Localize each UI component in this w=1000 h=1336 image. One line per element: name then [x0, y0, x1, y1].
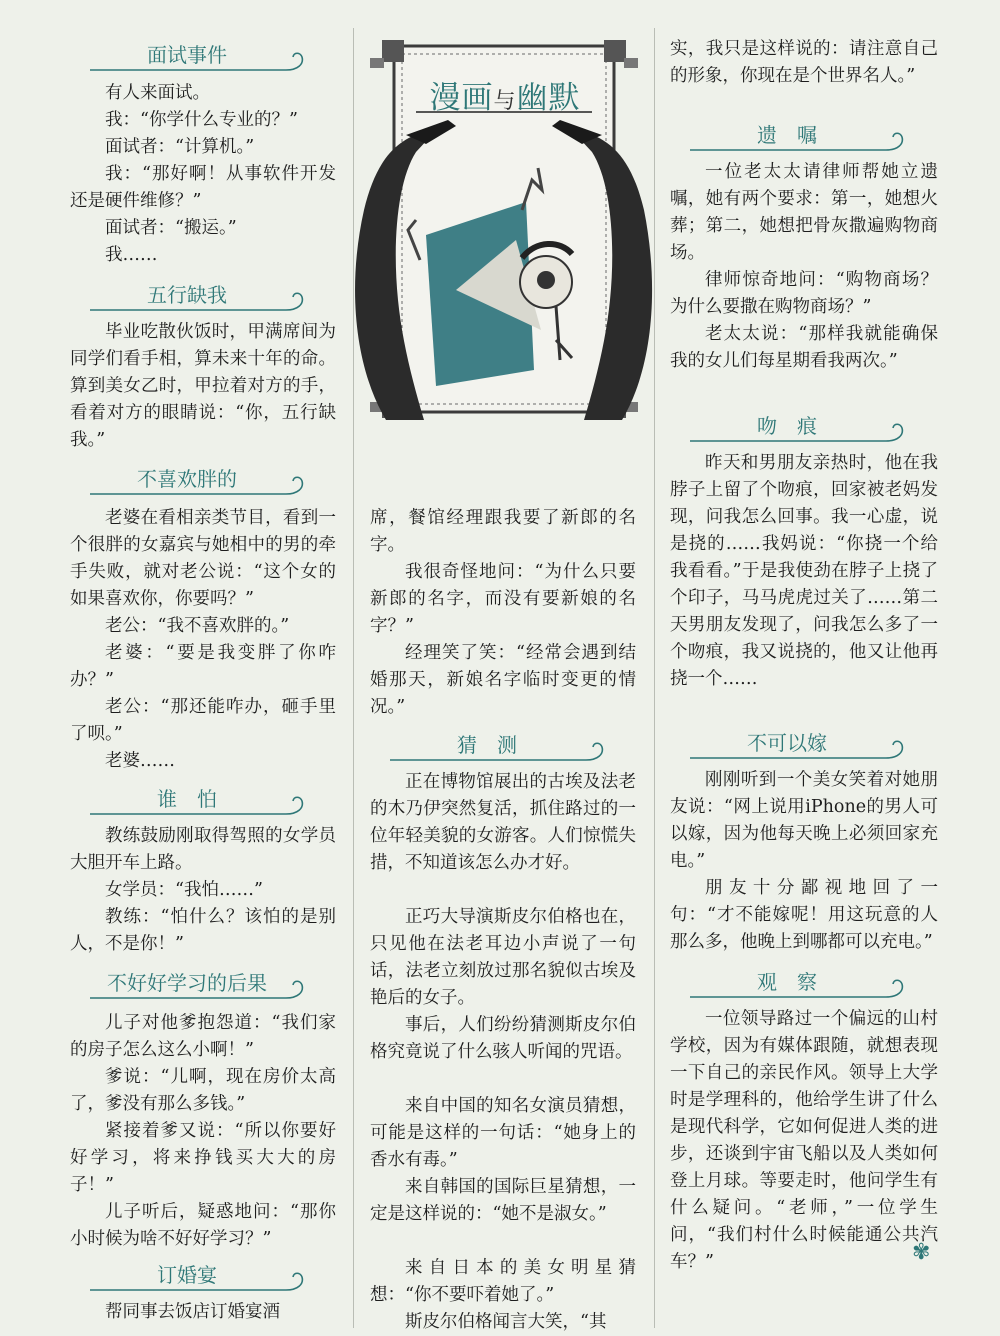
section-title-text: 谁 怕 — [157, 787, 217, 811]
column-3 — [670, 0, 938, 1328]
title-underline-icon — [690, 423, 912, 443]
paragraph: 来自日本的美女明星猜想：“你不要吓着她了。” — [370, 1258, 636, 1305]
paragraph: 面试者：“计算机。” — [105, 137, 255, 157]
section-title-text: 猜 测 — [457, 733, 517, 757]
section-title — [90, 1258, 312, 1292]
paragraph: 昨天和男朋友亲热时，他在我脖子上留了个吻痕，回家被老妈发现，问我怎么回事。我一心虚，说是挠的……我妈说：“你挠一个给我看看。”于是我使劲在脖子上挠了个印子，马马虎虎过关了……第二天男朋友发现了，问我怎么多了一个吻痕，我又说挠的，他又让他再挠一个…… — [670, 453, 938, 689]
section-title — [390, 728, 612, 762]
paragraph: 儿子听后，疑惑地问：“那你小时候为啥不好好学习？” — [70, 1202, 336, 1249]
paragraph: 我…… — [105, 245, 158, 265]
section-title-text: 遗 嘱 — [757, 123, 817, 147]
section-title — [90, 38, 312, 72]
paragraph: 来自中国的知名女演员猜想，可能是这样的一句话：“她身上的香水有毒。” — [370, 1096, 636, 1170]
section-title-text: 面试事件 — [147, 43, 227, 67]
section-title — [690, 118, 912, 152]
paragraph: 刚刚听到一个美女笑着对她朋友说：“网上说用iPhone的男人可以嫁，因为他每天晚上必须回家充电。” — [670, 770, 938, 871]
paragraph: 教练鼓励刚取得驾照的女学员大胆开车上路。 — [70, 826, 336, 873]
paragraph: 朋友十分鄙视地回了一句：“才不能嫁呢！用这玩意的人那么多，他晚上到哪都可以充电。” — [670, 878, 938, 952]
title-underline-icon — [390, 742, 612, 762]
section-title — [90, 966, 312, 1000]
paragraph: 毕业吃散伙饭时，甲满席间为同学们看手相，算未来十年的命。算到美女乙时，甲拉着对方的手，看着对方的眼睛说：“你，五行缺我。” — [70, 322, 336, 450]
paragraph: 有人来面试。 — [105, 83, 210, 103]
paragraph: 我：“你学什么专业的？” — [105, 110, 298, 130]
paragraph: 老太太说：“那样我就能确保我的女儿们每星期看我两次。” — [670, 324, 938, 371]
section-title-text: 订婚宴 — [157, 1263, 217, 1287]
title-underline-icon — [690, 132, 912, 152]
section-title-text: 五行缺我 — [147, 283, 227, 307]
section-title — [690, 726, 912, 760]
board-corner-bolt — [382, 40, 404, 62]
paragraph: 斯皮尔伯格闻言大笑，“其 — [405, 1312, 607, 1332]
paragraph: 我：“那好啊！从事软件开发还是硬件维修？” — [70, 164, 336, 211]
title-underline-icon — [90, 980, 312, 1000]
paragraph: 经理笑了笑：“经常会遇到结婚那天，新娘名字临时变更的情况。” — [370, 643, 636, 717]
title-underline-icon — [90, 292, 312, 312]
title-underline-icon — [90, 52, 312, 72]
column-1 — [70, 0, 336, 1328]
section-title — [690, 965, 912, 999]
title-underline-icon — [690, 740, 912, 760]
section-title — [90, 462, 312, 496]
paragraph: 老公：“我不喜欢胖的。” — [105, 616, 290, 636]
title-underline-icon — [90, 796, 312, 816]
paragraph: 老婆：“要是我变胖了你咋办？” — [70, 643, 336, 690]
section-title-art: 漫画与幽默 — [429, 80, 581, 116]
paragraph: 正在博物馆展出的古埃及法老的木乃伊突然复活，抓住路过的一位年轻美貌的女游客。人们惊慌失措，不知道该怎么办才好。 — [370, 772, 636, 873]
section-title-text: 吻 痕 — [757, 414, 817, 438]
section-title-text: 不可以嫁 — [747, 731, 827, 755]
paragraph: 老婆在看相亲类节目，看到一个很胖的女嘉宾与她相中的男的牵手失败，就对老公说：“这个女的如果喜欢你，你要吗？” — [70, 508, 336, 609]
paragraph: 正巧大导演斯皮尔伯格也在，只见他在法老耳边小声说了一句话，法老立刻放过那名貌似古埃及艳后的女子。 — [370, 907, 636, 1008]
section-title-text: 观 察 — [757, 970, 817, 994]
paragraph: 一位老太太请律师帮她立遗嘱，她有两个要求：第一，她想火葬；第二，她想把骨灰撒遍购物商场。 — [670, 162, 938, 263]
section-title — [90, 278, 312, 312]
paragraph: 女学员：“我怕……” — [105, 880, 263, 900]
section-title — [690, 409, 912, 443]
paragraph: 我很奇怪地问：“为什么只要新郎的名字，而没有要新娘的名字？” — [370, 562, 636, 636]
section-title — [90, 782, 312, 816]
paragraph: 紧接着爹又说：“所以你要好好学习，将来挣钱买大大的房子！” — [70, 1121, 336, 1195]
paragraph: 来自韩国的国际巨星猜想，一定是这样说的：“她不是淑女。” — [370, 1177, 636, 1224]
end-ornament-icon: ✾ — [912, 1240, 931, 1265]
title-underline-icon — [90, 476, 312, 496]
paragraph: 帮同事去饭店订婚宴酒 — [105, 1302, 280, 1322]
paragraph: 爹说：“儿啊，现在房价太高了，爹没有那么多钱。” — [70, 1067, 336, 1114]
paragraph: 实，我只是这样说的：请注意自己的形象，你现在是个世界名人。” — [670, 39, 938, 86]
paragraph: 老公：“那还能咋办，砸手里了呗。” — [70, 697, 336, 744]
title-underline-icon — [690, 979, 912, 999]
paragraph: 事后，人们纷纷猜测斯皮尔伯格究竟说了什么骇人听闻的咒语。 — [370, 1015, 636, 1062]
section-title-text: 不好好学习的后果 — [107, 971, 267, 995]
paragraph: 儿子对他爹抱怨道：“我们家的房子怎么这么小啊！” — [70, 1013, 336, 1060]
section-title-text: 不喜欢胖的 — [137, 467, 237, 491]
paragraph: 教练：“怕什么？该怕的是别人，不是你！” — [70, 907, 336, 954]
paragraph: 律师惊奇地问：“购物商场？为什么要撒在购物商场？” — [670, 270, 938, 317]
paragraph: 面试者：“搬运。” — [105, 218, 237, 238]
paragraph: 一位领导路过一个偏远的山村学校，因为有媒体跟随，就想表现一下自己的亲民作风。领导上大学时是学理科的，他给学生讲了什么是现代科学，它如何促进人类的进步，还谈到宇宙飞船以及人类如何登上月球。等要走时，他问学生有什么疑问。“老师，”一位学生问，“我们村什么时候能通公共汽车？” — [670, 1009, 938, 1272]
paragraph: 席，餐馆经理跟我要了新郎的名字。 — [370, 508, 636, 555]
paragraph: 老婆…… — [105, 751, 175, 771]
title-underline-icon — [90, 1272, 312, 1292]
